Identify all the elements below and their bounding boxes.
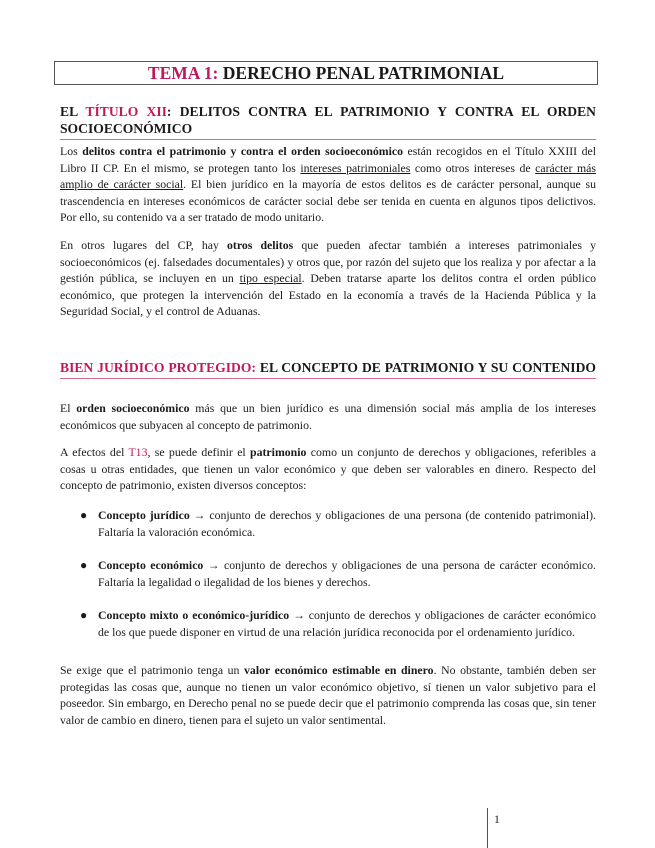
page-number: 1 [494,812,500,826]
concepts-list [60,507,596,641]
heading-text: EL CONCEPTO DE PATRIMONIO Y SU CONTENIDO [255,360,596,375]
paragraph-delitos-patrimonio: Los delitos contra el patrimonio y contra el orden socioeconómico están recogidos en el Título XXIII del Libro II CP. En el mismo, se protegen tanto los intereses patrimoniales como otros intereses de carácter más amplio de carácter social. El bien jurídico en la mayoría de estos delitos es de carácter personal, aunque su trascendencia en intereses económicos de carácter social debe ser tenida en cuenta en algunos tipos delictivos. Por ello, su contenido va a ser tratado de modo unitario. [60,144,597,225]
bullet-icon: ● [80,608,88,623]
document-title [54,61,598,85]
list-item: ● Concepto jurídico → conjunto de derechos y obligaciones de una persona (de contenido patrimonial). Faltaría la valoración económica. [80,508,597,539]
section-heading-titulo-xii [60,103,596,140]
reference-link[interactable]: T13 [128,445,148,459]
heading-text: : DELITOS CONTRA EL PATRIMONIO Y CONTRA EL ORDEN SOCIOECONÓMICO [60,104,596,136]
paragraph-valor-economico: Se exige que el patrimonio tenga un valor económico estimable en dinero. No obstante, también deben ser protegidas las cosas que, aunque no tienen un valor económico objetivo, sí tienen un valor subjetivo para el poseedor. Sin embargo, en Derecho penal no se puede decir que el patrimonio comprenda las cosas que, sin tener valor de cambio en dinero, tienen para el sujeto un valor sentimental. [60,663,596,727]
title-prefix: TEMA 1: [147,63,219,83]
paragraph-orden-socioeconomico: El orden socioeconómico más que un bien jurídico es una dimensión social más amplia de los intereses económicos que subyacen al concepto de patrimonio. [60,401,596,432]
paragraph-otros-delitos: En otros lugares del CP, hay otros delitos que pueden afectar también a intereses patrimoniales y socioeconómicos (ej. falsedades documentales) y otros que, por razón del sujeto que los realiza y por afectar a la gestión pública, se incluyen en un tipo especial. Deben tratarse aparte los delitos contra el orden público económico, que protegen la intervención del Estado en la economía a través de la Hacienda Pública y la Seguridad Social, y el control de Aduanas. [60,238,596,319]
title-text: DERECHO PENAL PATRIMONIAL [218,63,505,83]
heading-accent: TÍTULO XII [85,104,167,119]
page-number-divider [487,808,488,848]
heading-prefix: EL [60,104,86,119]
bullet-icon: ● [80,508,88,522]
heading-accent: BIEN JURÍDICO PROTEGIDO: [60,360,256,375]
paragraph-patrimonio-definicion: A efectos del T13, se puede definir el patrimonio como un conjunto de derechos y obligaciones, referibles a cosas u otras entidades, que tienen un valor económico y que deben ser valorables en dinero. Respecto del concepto de patrimonio, existen diversos conceptos: [60,445,596,493]
section-heading-bien-juridico [60,359,596,379]
list-item: ● Concepto económico → conjunto de derechos y obligaciones de una persona de carácter económico. Faltaría la legalidad o ilegalidad de los bienes y derechos. [80,558,596,589]
bullet-icon: ● [80,558,88,573]
list-item: ● Concepto mixto o económico-jurídico → conjunto de derechos y obligaciones de carácter económico de los que puede disponer en virtud de una relación jurídica reconocida por el ordenamiento jurídico. [80,608,596,639]
